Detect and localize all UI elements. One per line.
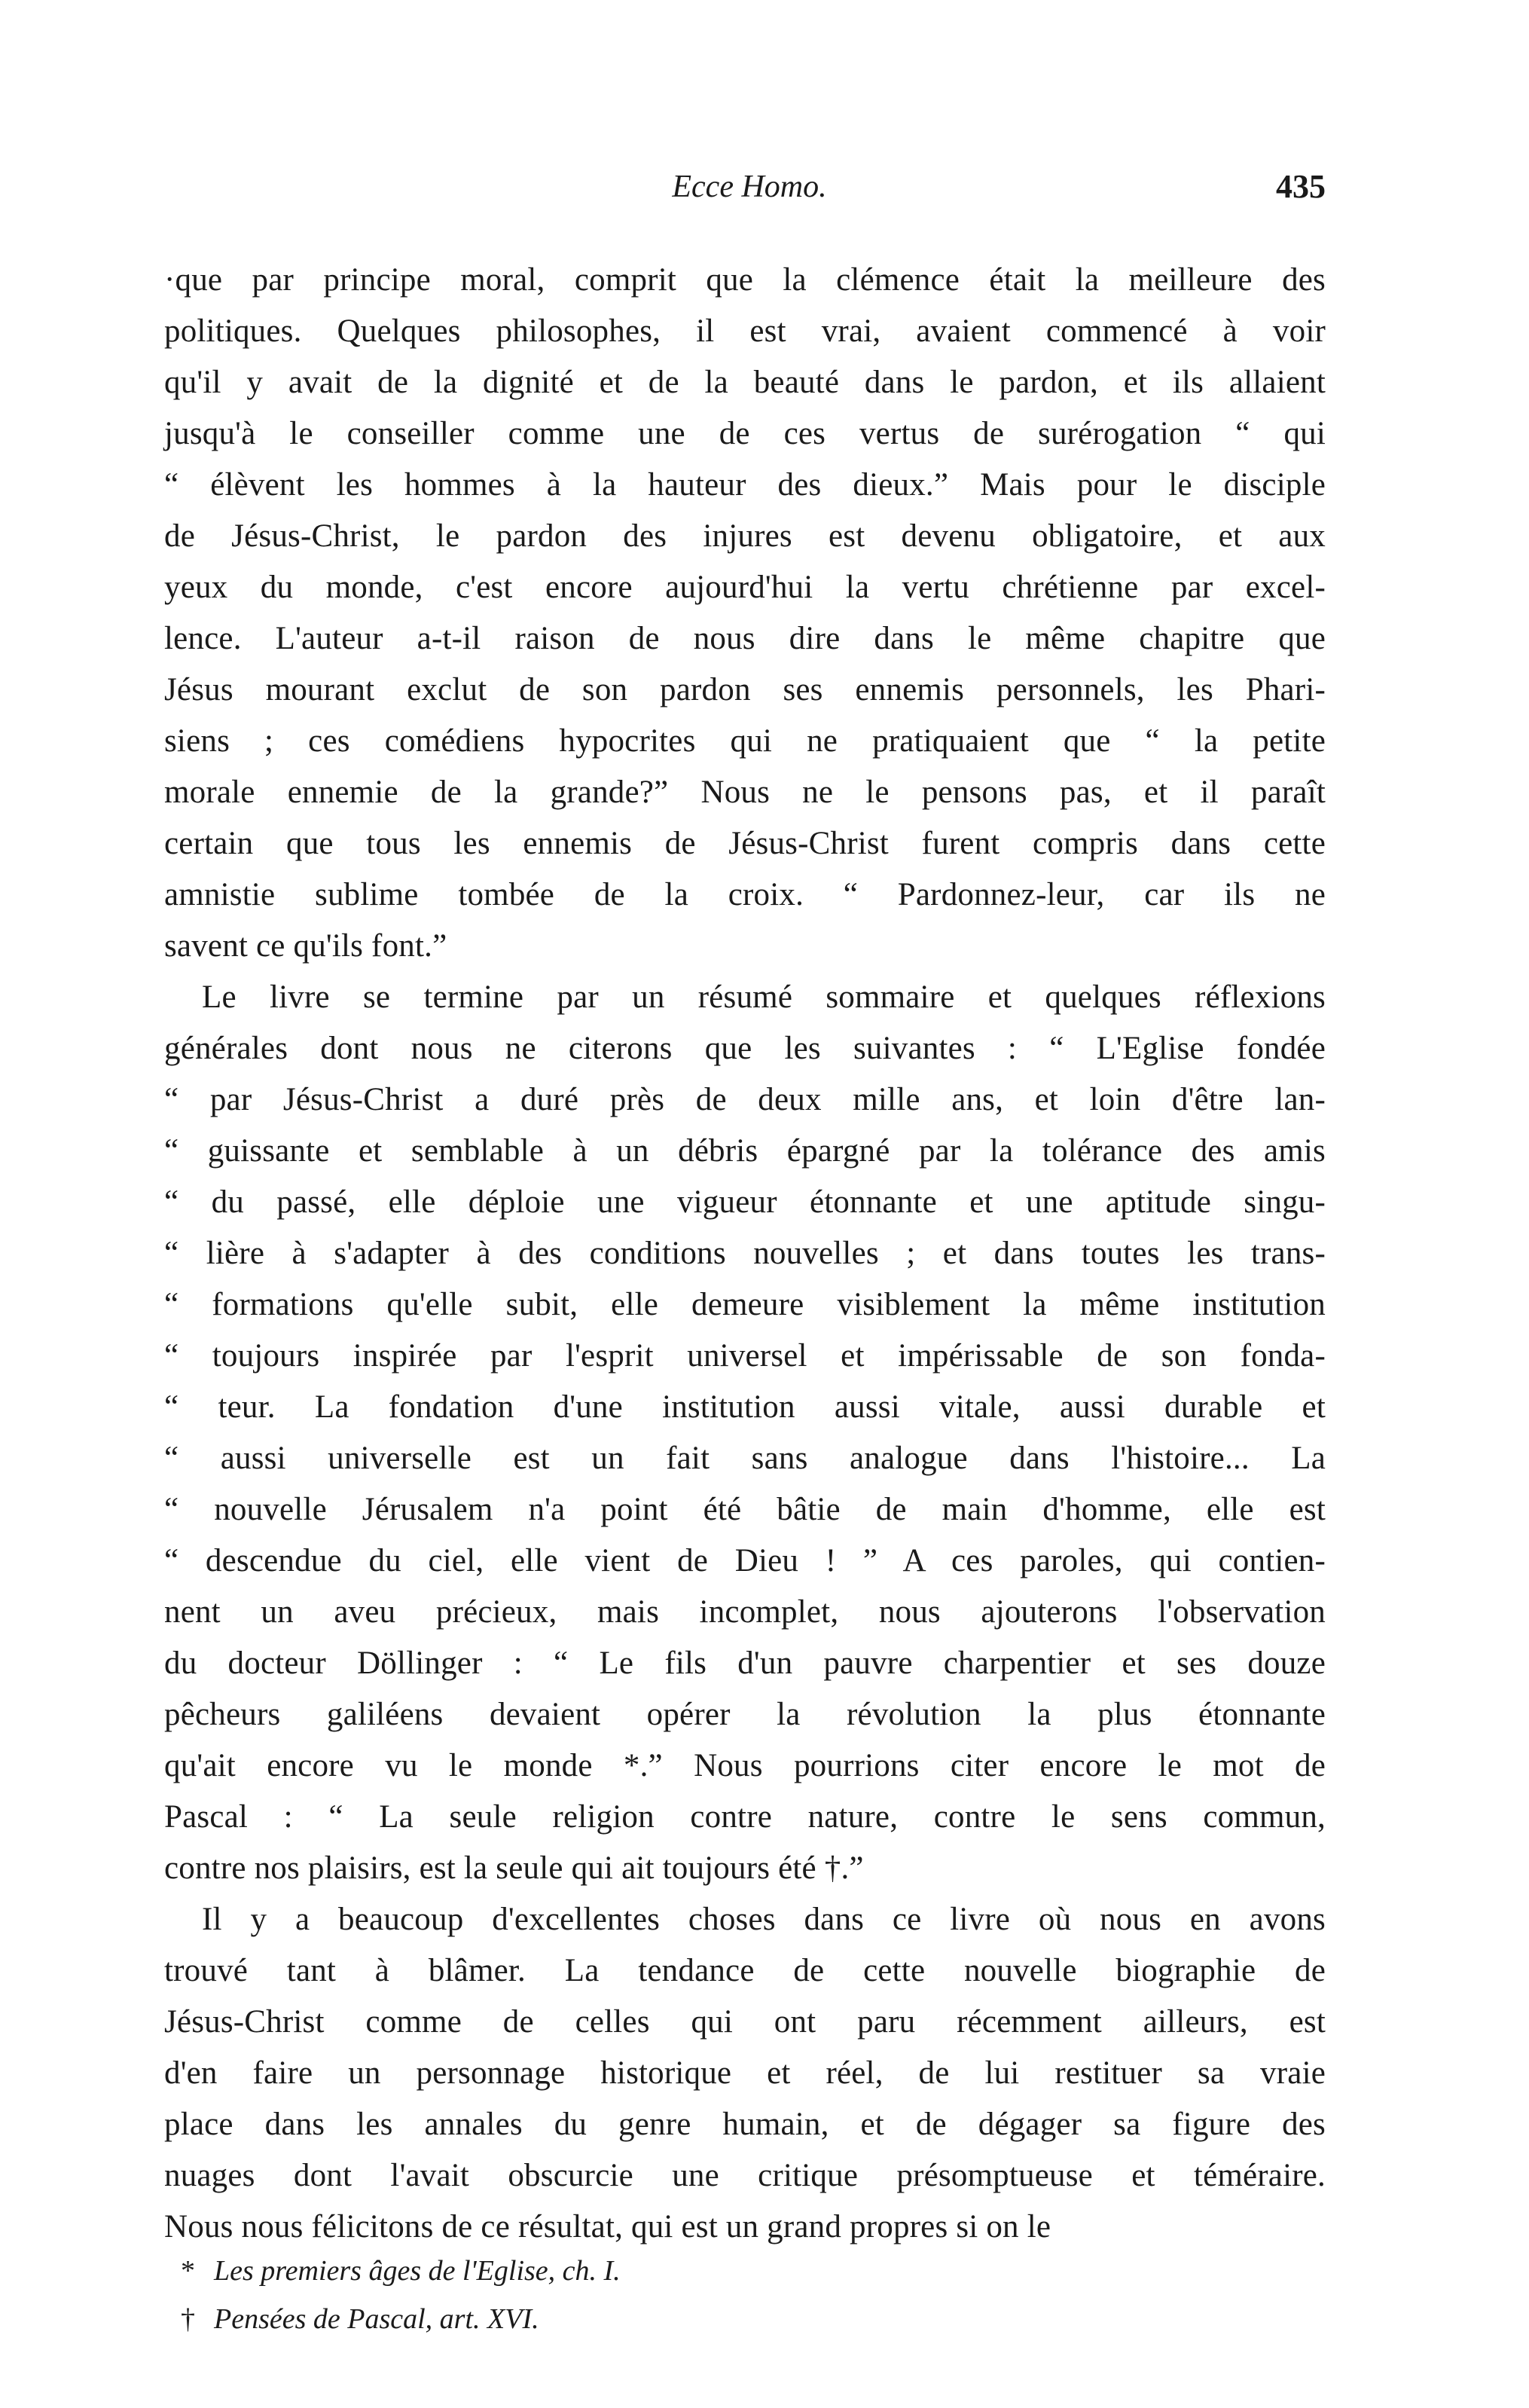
text-line: “ lière à s'adapter à des conditions nouvelles ; et dans toutes les trans- xyxy=(164,1236,1326,1271)
footnote-text: Pensées de Pascal, art. XVI. xyxy=(214,2303,539,2335)
text-line: “ toujours inspirée par l'esprit universel et impérissable de son fonda- xyxy=(164,1338,1326,1374)
paragraph xyxy=(164,1894,1326,2253)
text-line: “ par Jésus-Christ a duré près de deux mille ans, et loin d'être lan- xyxy=(164,1082,1326,1117)
text-line: “ élèvent les hommes à la hauteur des dieux.” Mais pour le disciple xyxy=(164,467,1326,503)
text-line: d'en faire un personnage historique et réel, de lui restituer sa vraie xyxy=(164,2055,1326,2091)
text-line: “ du passé, elle déploie une vigueur étonnante et une aptitude singu- xyxy=(164,1184,1326,1220)
running-head xyxy=(173,164,1326,209)
text-line: générales dont nous ne citerons que les suivantes : “ L'Eglise fondée xyxy=(164,1031,1326,1066)
text-line: contre nos plaisirs, est la seule qui ait toujours été †.” xyxy=(164,1850,864,1886)
footnote-mark: † xyxy=(181,2303,195,2335)
text-line: qu'ait encore vu le monde *.” Nous pourrions citer encore le mot de xyxy=(164,1748,1326,1783)
text-line: Le livre se termine par un résumé sommaire et quelques réflexions xyxy=(202,979,1326,1015)
text-line: morale ennemie de la grande?” Nous ne le pensons pas, et il paraît xyxy=(164,775,1326,810)
text-line: certain que tous les ennemis de Jésus-Christ furent compris dans cette xyxy=(164,826,1326,861)
text-line: “ nouvelle Jérusalem n'a point été bâtie de main d'homme, elle est xyxy=(164,1492,1326,1527)
footnotes xyxy=(181,2247,859,2343)
text-line: du docteur Döllinger : “ Le fils d'un pauvre charpentier et ses douze xyxy=(164,1646,1326,1681)
text-line: pêcheurs galiléens devaient opérer la révolution la plus étonnante xyxy=(164,1697,1326,1732)
text-line: politiques. Quelques philosophes, il est vrai, avaient commencé à voir xyxy=(164,313,1326,349)
text-line: lence. L'auteur a-t-il raison de nous dire dans le même chapitre que xyxy=(164,621,1326,656)
text-line: yeux du monde, c'est encore aujourd'hui la vertu chrétienne par excel- xyxy=(164,570,1326,605)
paragraph xyxy=(164,255,1326,972)
text-line: amnistie sublime tombée de la croix. “ Pardonnez-leur, car ils ne xyxy=(164,877,1326,912)
page-number: 435 xyxy=(1276,168,1326,205)
text-line: savent ce qu'ils font.” xyxy=(164,928,447,964)
text-line: Pascal : “ La seule religion contre nature, contre le sens commun, xyxy=(164,1799,1326,1835)
text-line: Jésus-Christ comme de celles qui ont paru récemment ailleurs, est xyxy=(164,2004,1326,2040)
running-title: Ecce Homo. xyxy=(672,170,827,204)
text-line: place dans les annales du genre humain, et de dégager sa figure des xyxy=(164,2107,1326,2142)
text-line: nent un aveu précieux, mais incomplet, nous ajouterons l'observation xyxy=(164,1594,1326,1630)
text-line: siens ; ces comédiens hypocrites qui ne pratiquaient que “ la petite xyxy=(164,723,1326,759)
text-line: “ teur. La fondation d'une institution aussi vitale, aussi durable et xyxy=(164,1389,1326,1425)
text-line: “ aussi universelle est un fait sans analogue dans l'histoire... La xyxy=(164,1441,1326,1476)
text-line: Jésus mourant exclut de son pardon ses ennemis personnels, les Phari- xyxy=(164,672,1326,707)
text-line: qu'il y avait de la dignité et de la beauté dans le pardon, et ils allaient xyxy=(164,365,1326,400)
text-line: trouvé tant à blâmer. La tendance de cette nouvelle biographie de xyxy=(164,1953,1326,1988)
text-line: “ guissante et semblable à un débris épargné par la tolérance des amis xyxy=(164,1133,1326,1169)
text-line: Il y a beaucoup d'excellentes choses dans ce livre où nous en avons xyxy=(202,1902,1326,1937)
footnote-mark: * xyxy=(181,2255,195,2287)
text-line: ·que par principe moral, comprit que la clémence était la meilleure des xyxy=(164,262,1326,298)
text-line: jusqu'à le conseiller comme une de ces vertus de surérogation “ qui xyxy=(164,416,1326,451)
text-line: de Jésus-Christ, le pardon des injures est devenu obligatoire, et aux xyxy=(164,518,1326,554)
text-line: Nous nous félicitons de ce résultat, qui est un grand propres si on le xyxy=(164,2209,1051,2245)
text-line: “ formations qu'elle subit, elle demeure visiblement la même institution xyxy=(164,1287,1326,1322)
text-line: “ descendue du ciel, elle vient de Dieu ! ” A ces paroles, qui contien- xyxy=(164,1543,1326,1578)
paragraph xyxy=(164,972,1326,1894)
footnote-text: Les premiers âges de l'Eglise, ch. I. xyxy=(214,2255,621,2287)
footnote xyxy=(181,2247,859,2295)
body-text xyxy=(164,255,1326,2253)
footnote xyxy=(181,2295,859,2343)
text-line: nuages dont l'avait obscurcie une critique présomptueuse et téméraire. xyxy=(164,2158,1326,2193)
